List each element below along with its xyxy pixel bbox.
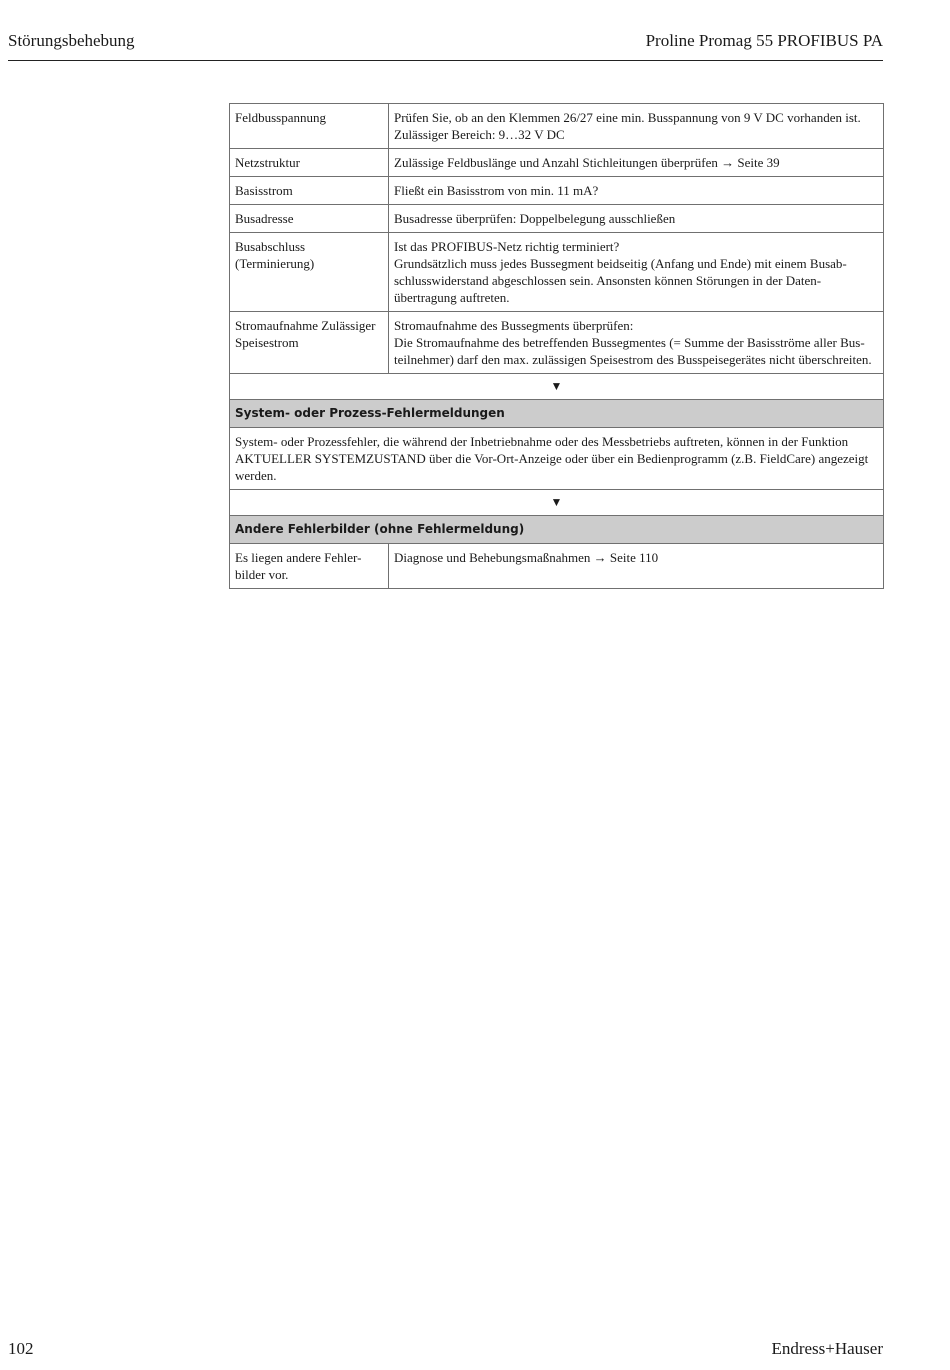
running-header-chapter: Störungsbehebung: [8, 31, 135, 50]
table-row: [230, 149, 884, 177]
running-header-product: Proline Promag 55 PROFIBUS PA: [645, 31, 883, 50]
row-text: Ist das PROFIBUS-Netz richtig terminiert? Grundsätzlich muss jedes Bussegment beidseitig (Anfang und Ende) mit einem Busab- schlusswiderstand abgeschlossen sein. Ansonsten können Störungen in der Daten- übertragung auftreten.: [389, 233, 884, 312]
table-row: [230, 312, 884, 374]
row-label: Basisstrom: [230, 177, 389, 205]
row-text: Fließt ein Basisstrom von min. 11 mA?: [389, 177, 884, 205]
row-text: Stromaufnahme des Bussegments überprüfen: Die Stromaufnahme des betreffenden Bussegmentes (= Summe der Basisströme aller Bus- teilnehmer) darf den max. zulässigen Speisestrom des Busspeisegerätes nicht überschreiten.: [389, 312, 884, 374]
table-row: [230, 205, 884, 233]
troubleshooting-table: [229, 103, 884, 589]
page-number: 102: [8, 1339, 34, 1358]
table-row: [230, 177, 884, 205]
row-text: Diagnose und Behebungsmaßnahmen → Seite 110: [389, 544, 884, 589]
section-title: System- oder Prozess-Fehlermeldungen: [230, 400, 884, 428]
row-text: Zulässige Feldbuslänge und Anzahl Stichleitungen überprüfen → Seite 39: [389, 149, 884, 177]
section-description: System- oder Prozessfehler, die während der Inbetriebnahme oder des Messbetriebs auftreten, können in der Funktion AKTUELLER SYSTEMZUSTAND über die Vor-Ort-Anzeige oder über ein Bedienprogramm (z.B. FieldCare) angezeigt werden.: [230, 428, 884, 490]
section-title: Andere Fehlerbilder (ohne Fehlermeldung): [230, 516, 884, 544]
header-rule: [8, 60, 883, 61]
brand-name: Endress+Hauser: [771, 1339, 883, 1358]
row-text: Busadresse überprüfen: Doppelbelegung ausschließen: [389, 205, 884, 233]
section-header-other-errors: [230, 516, 884, 544]
table-row: [230, 233, 884, 312]
row-label: Es liegen andere Fehler- bilder vor.: [230, 544, 389, 589]
arrow-down-icon: ▼: [230, 374, 884, 400]
table-row: [230, 104, 884, 149]
flow-arrow-row: [230, 490, 884, 516]
row-label: Stromaufnahme Zulässiger Speisestrom: [230, 312, 389, 374]
row-label: Busadresse: [230, 205, 389, 233]
arrow-down-icon: ▼: [230, 490, 884, 516]
section-header-system-errors: [230, 400, 884, 428]
table-row: [230, 428, 884, 490]
row-label: Netzstruktur: [230, 149, 389, 177]
row-label: Busabschluss (Terminierung): [230, 233, 389, 312]
flow-arrow-row: [230, 374, 884, 400]
row-label: Feldbusspannung: [230, 104, 389, 149]
table-row: [230, 544, 884, 589]
row-text: Prüfen Sie, ob an den Klemmen 26/27 eine min. Busspannung von 9 V DC vorhanden ist. Zulässiger Bereich: 9…32 V DC: [389, 104, 884, 149]
